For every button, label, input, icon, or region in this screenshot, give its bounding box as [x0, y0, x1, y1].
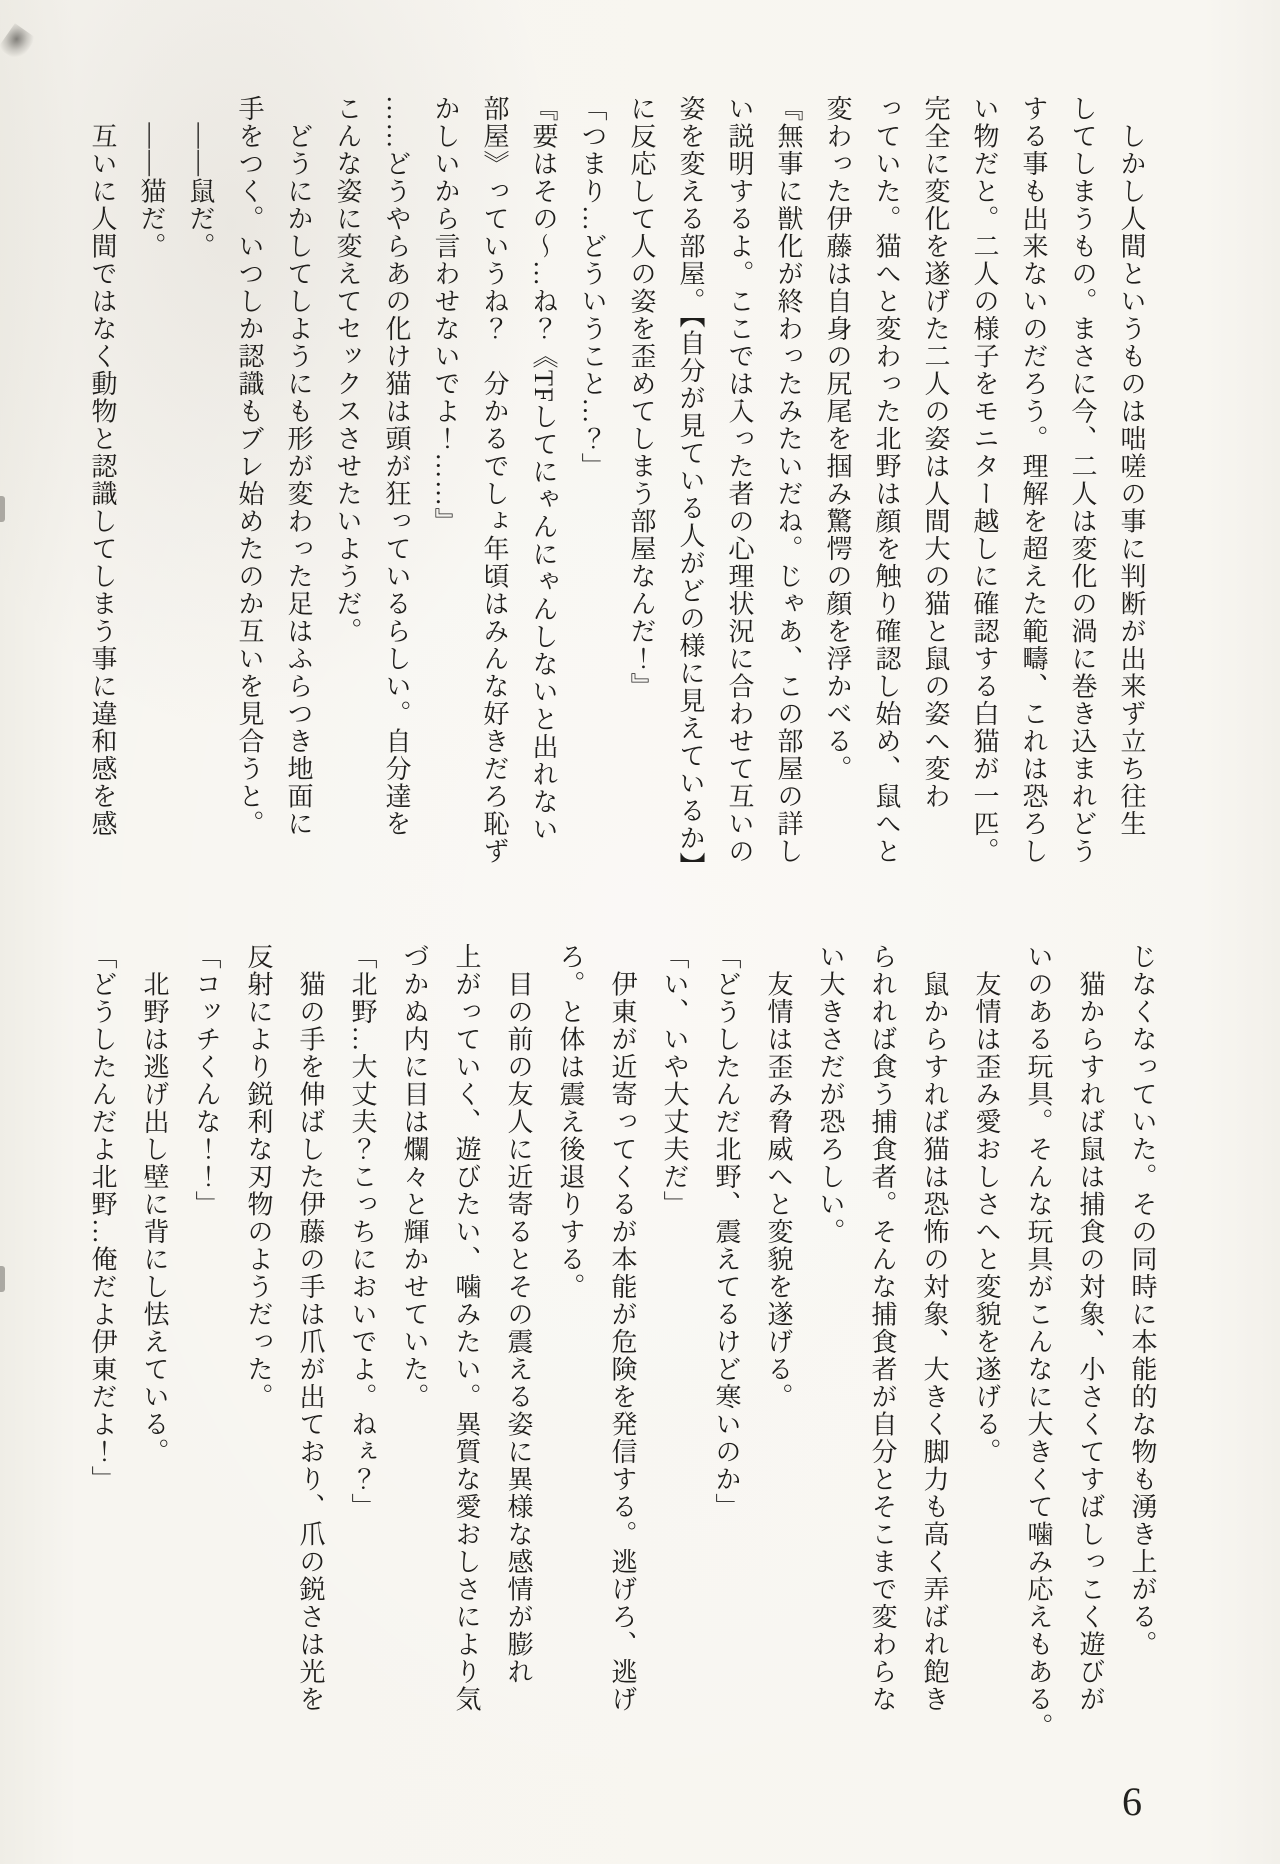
text-column: い大きさだが恐ろしい。 [816, 943, 845, 1246]
text-column: 「つまり…どういうこと…？」 [578, 95, 607, 480]
text-column: ――鼠だ。 [186, 95, 215, 260]
text-column: 部屋》っていうね？ 分かるでしょ年頃はみんな好きだろ恥ず [480, 95, 509, 865]
text-column: い物だと。二人の様子をモニター越しに確認する白猫が一匹。 [970, 95, 999, 865]
text-column: じなくなっていた。その同時に本能的な物も湧き上がる。 [1128, 943, 1157, 1658]
text-column: いのある玩具。そんな玩具がこんなに大きくて噛み応えもある。 [1024, 943, 1053, 1741]
bottom-text-block [72, 943, 1168, 1755]
text-column: 猫の手を伸ばした伊藤の手は爪が出ており、爪の鋭さは光を [296, 943, 325, 1713]
text-column: 目の前の友人に近寄るとその震える姿に異様な感情が膨れ [504, 943, 533, 1686]
text-column: っていた。猫へと変わった北野は顔を触り確認し始め、鼠へと [872, 95, 901, 865]
text-column: 互いに人間ではなく動物と認識してしまう事に違和感を感 [88, 95, 117, 838]
text-column: 手をつく。いつしか認識もブレ始めたのか互いを見合うと。 [235, 95, 264, 838]
text-column: 反射により鋭利な刃物のようだった。 [244, 943, 273, 1411]
text-column: 「い、いや大丈夫だ」 [660, 943, 689, 1218]
text-column: 鼠からすれば猫は恐怖の対象、大きく脚力も高く弄ばれ飽き [920, 943, 949, 1713]
text-column: ろ。と体は震え後退りする。 [556, 943, 585, 1301]
scan-smudge [0, 23, 36, 62]
top-text-block [76, 95, 1156, 909]
text-column: 上がっていく、遊びたい、噛みたい。異質な愛おしさにより気 [452, 943, 481, 1713]
text-column: 伊東が近寄ってくるが本能が危険を発信する。逃げろ、逃げ [608, 943, 637, 1713]
text-column: られれば食う捕食者。そんな捕食者が自分とそこまで変わらな [868, 943, 897, 1713]
text-column: こんな姿に変えてセックスさせたいようだ。 [333, 95, 362, 645]
page-number: 6 [1122, 1779, 1142, 1824]
text-column: 姿を変える部屋。【自分が見ている人がどの様に見えているか】 [676, 95, 705, 880]
text-column: 「北野…大丈夫？こっちにおいでよ。ねぇ？」 [348, 943, 377, 1521]
scan-edge-mark [0, 1266, 5, 1292]
text-column: しかし人間というものは咄嗟の事に判断が出来ず立ち往生 [1117, 95, 1146, 838]
text-column: 『要はその〜…ね？《TFしてにゃんにゃんしないと出れない [529, 95, 558, 844]
text-column: づかぬ内に目は爛々と輝かせていた。 [400, 943, 429, 1411]
text-column: に反応して人の姿を歪めてしまう部屋なんだ！』 [627, 95, 656, 700]
text-column: い説明するよ。ここでは入った者の心理状況に合わせて互いの [725, 95, 754, 865]
text-column: してしまうもの。まさに今、二人は変化の渦に巻き込まれどう [1068, 95, 1097, 865]
text-column: 「どうしたんだ北野、震えてるけど寒いのか」 [712, 943, 741, 1521]
text-column: 『無事に獣化が終わったみたいだね。じゃあ、この部屋の詳し [774, 95, 803, 865]
text-column: する事も出来ないのだろう。理解を超えた範疇、これは恐ろし [1019, 95, 1048, 865]
text-column: ……どうやらあの化け猫は頭が狂っているらしい。自分達を [382, 95, 411, 838]
text-column: 完全に変化を遂げた二人の姿は人間大の猫と鼠の姿へ変わ [921, 95, 950, 810]
text-column: 友情は歪み愛おしさへと変貌を遂げる。 [972, 943, 1001, 1466]
text-column: 北野は逃げ出し壁に背にし怯えている。 [140, 943, 169, 1466]
text-column: 「コッチくんな！！」 [192, 943, 221, 1218]
text-column: 友情は歪み脅威へと変貌を遂げる。 [764, 943, 793, 1411]
scan-edge-mark [0, 496, 5, 522]
text-column: 猫からすれば鼠は捕食の対象、小さくてすばしっこく遊びが [1076, 943, 1105, 1713]
text-column: 「どうしたんだよ北野…俺だよ伊東だよ！」 [88, 943, 117, 1493]
text-column: かしいから言わせないでよ！……』 [431, 95, 460, 535]
text-column: ――猫だ。 [137, 95, 166, 260]
text-column: どうにかしてしようにも形が変わった足はふらつき地面に [284, 95, 313, 838]
text-column: 変わった伊藤は自身の尻尾を掴み驚愕の顔を浮かべる。 [823, 95, 852, 783]
